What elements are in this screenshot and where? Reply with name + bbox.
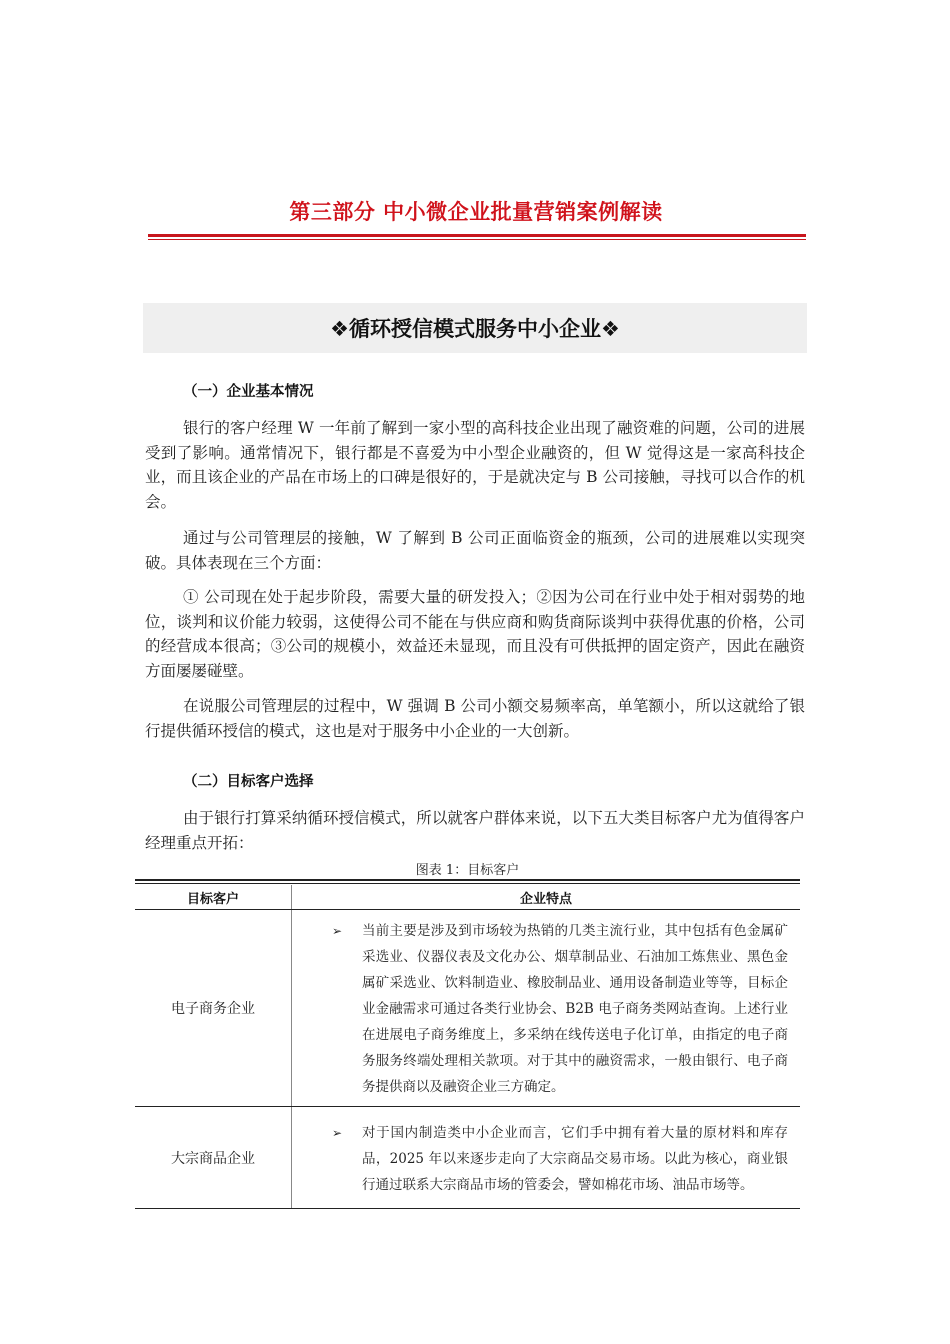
- customer-name: 电子商务企业: [135, 910, 292, 1107]
- section-heading-target-customers: （二）目标客户选择: [183, 774, 314, 790]
- paragraph: 通过与公司管理层的接触，W 了解到 B 公司正面临资金的瓶颈，公司的进展难以实现突破。具体表现在三个方面：: [145, 529, 805, 572]
- table-top-rule: [135, 879, 800, 881]
- feature-text: 当前主要是涉及到市场较为热销的几类主流行业，其中包括有色金属矿采选业、仪器仪表及文化办公、烟草制品业、石油加工炼焦业、黑色金属矿采选业、饮料制造业、橡胶制品业、通用设备制造业等等，目标企业金融需求可通过各类行业协会、B2B 电子商务类网站查询。上述行业在进展电子商务维度上，多采纳在线传送电子化订单，由指定的电子商务服务终端处理相关款项。对于其中的融资需求，一般由银行、电子商务提供商以及融资企业三方确定。: [362, 923, 788, 1095]
- table-caption: 图表 1：目标客户: [415, 863, 520, 878]
- feature-text: 对于国内制造类中小企业而言，它们手中拥有着大量的原材料和库存品，2025 年以来逐步走向了大宗商品交易市场。以此为核心，商业银行通过联系大宗商品市场的管委会，譬如棉花市场、油品市场等。: [362, 1124, 788, 1193]
- paragraph: 由于银行打算采纳循环授信模式，所以就客户群体来说，以下五大类目标客户尤为值得客户经理重点开拓：: [145, 809, 805, 852]
- feature-bullet: [292, 914, 800, 1102]
- table-row: [135, 910, 800, 1107]
- paragraph: ① 公司现在处于起步阶段，需要大量的研发投入；②因为公司在行业中处于相对弱势的地位，谈判和议价能力较弱，这使得公司不能在与供应商和购货商际谈判中获得优惠的价格，公司的经营成本很高；③公司的规模小，效益还未显现，而且没有可供抵押的固定资产，因此在融资方面屡屡碰壁。: [145, 588, 805, 680]
- arrow-bullet-icon: ➢: [332, 924, 343, 938]
- table-row: [135, 1107, 800, 1209]
- paragraph: 在说服公司管理层的过程中，W 强调 B 公司小额交易频率高，单笔额小，所以这就给了银行提供循环授信的模式，这也是对于服务中小企业的一大创新。: [145, 697, 805, 740]
- feature-cell: [292, 1107, 801, 1209]
- title-divider: [148, 234, 806, 237]
- paragraph: 银行的客户经理 W 一年前了解到一家小型的高科技企业出现了融资难的问题，公司的进展受到了影响。通常情况下，银行都是不喜爱为中小型企业融资的，但 W 觉得这是一家高科技企业，而且该企业的产品在市场上的口碑是很好的，于是就决定与 B 公司接触，寻找可以合作的机会。: [145, 419, 805, 511]
- feature-cell: [292, 910, 801, 1107]
- customer-name: 大宗商品企业: [135, 1107, 292, 1209]
- table-header-row: [135, 885, 800, 910]
- column-header-customer: 目标客户: [135, 885, 292, 910]
- page-title: 第三部分 中小微企业批量营销案例解读: [289, 200, 663, 224]
- section-banner: ❖循环授信模式服务中小企业❖: [143, 303, 807, 353]
- title-divider-thin: [148, 239, 806, 240]
- arrow-bullet-icon: ➢: [332, 1125, 343, 1140]
- target-customer-table: [135, 885, 800, 1209]
- column-header-features: 企业特点: [292, 885, 801, 910]
- feature-bullet: [292, 1116, 800, 1200]
- table-top-rule-thin: [135, 883, 800, 884]
- section-heading-basic-info: （一）企业基本情况: [183, 384, 314, 400]
